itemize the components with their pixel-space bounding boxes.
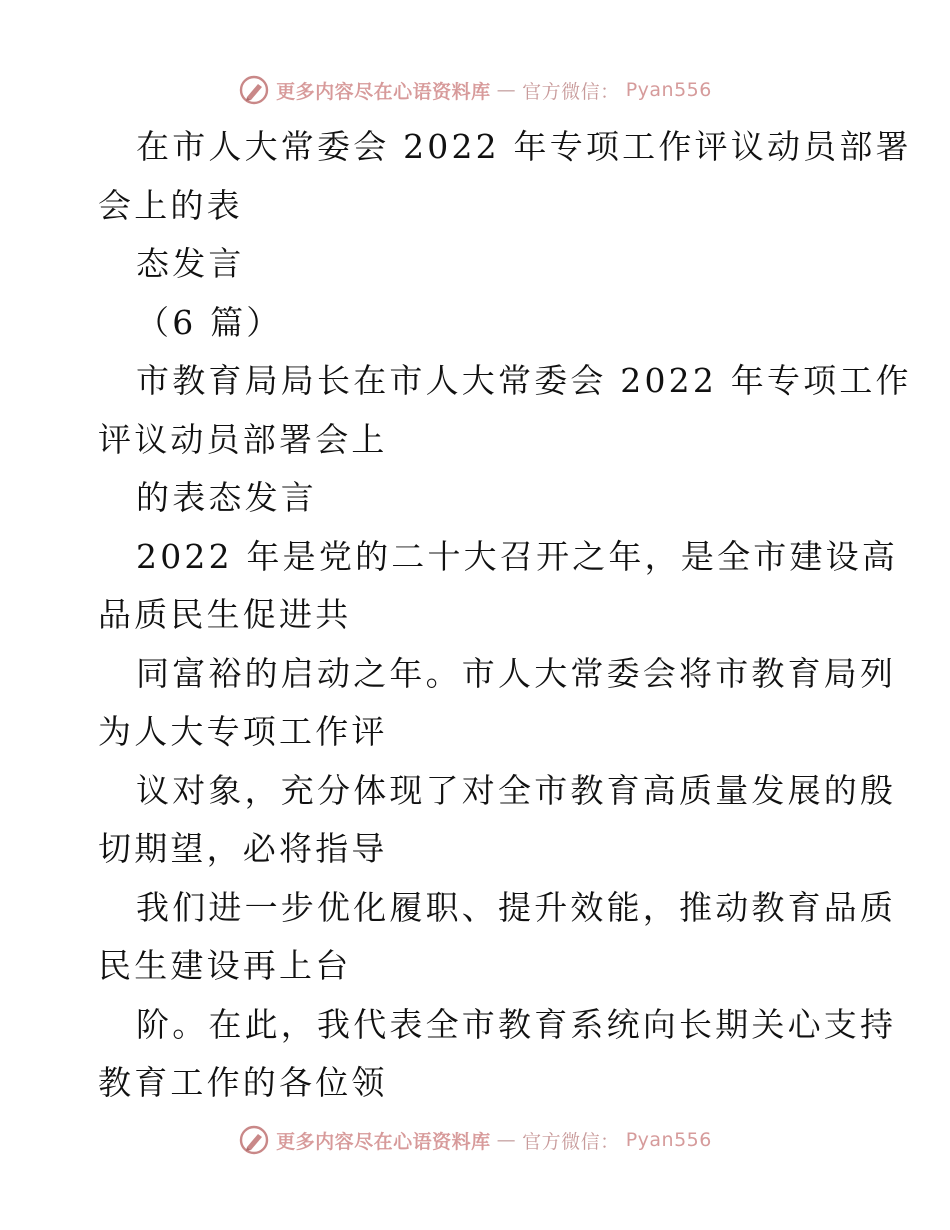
text-line: 的表态发言 bbox=[136, 478, 317, 517]
footer-watermark bbox=[0, 1122, 950, 1158]
text-line: 品质民生促进共 bbox=[98, 595, 352, 634]
watermark-separator: — bbox=[496, 1129, 517, 1151]
text-line: 我们进一步优化履职、提升效能，推动教育品质 bbox=[136, 887, 897, 927]
text-line: 切期望，必将指导 bbox=[98, 829, 388, 868]
text-line: （6 篇） bbox=[136, 302, 283, 342]
text-line: 民生建设再上台 bbox=[98, 946, 352, 985]
header-watermark bbox=[0, 72, 950, 108]
watermark-separator: — bbox=[496, 79, 517, 101]
text-line: 态发言 bbox=[136, 244, 245, 283]
text-line: 为人大专项工作评 bbox=[98, 712, 388, 751]
watermark-wechat-id: Pyan556 bbox=[625, 79, 712, 101]
text-line: 2022 年是党的二十大召开之年，是全市建设高 bbox=[136, 536, 899, 576]
document-body bbox=[98, 118, 912, 1113]
pen-logo-icon bbox=[238, 1124, 270, 1156]
text-line: 议对象，充分体现了对全市教育高质量发展的殷 bbox=[136, 770, 897, 810]
text-line: 市教育局局长在市人大常委会 2022 年专项工作 bbox=[136, 361, 912, 400]
text-line: 同富裕的启动之年。市人大常委会将市教育局列 bbox=[136, 653, 897, 693]
pen-logo-icon bbox=[238, 74, 270, 106]
text-line: 评议动员部署会上 bbox=[98, 419, 388, 459]
watermark-brand: 更多内容尽在心语资料库 bbox=[276, 80, 491, 103]
text-line: 教育工作的各位领 bbox=[98, 1063, 388, 1102]
watermark-label: 官方微信： bbox=[522, 1130, 620, 1153]
watermark-label: 官方微信： bbox=[522, 80, 620, 103]
watermark-wechat-id: Pyan556 bbox=[625, 1129, 712, 1151]
text-line: 会上的表 bbox=[98, 185, 243, 225]
text-line: 阶。在此，我代表全市教育系统向长期关心支持 bbox=[136, 1004, 897, 1044]
text-line: 在市人大常委会 2022 年专项工作评议动员部署 bbox=[136, 127, 912, 166]
watermark-brand: 更多内容尽在心语资料库 bbox=[276, 1130, 491, 1153]
